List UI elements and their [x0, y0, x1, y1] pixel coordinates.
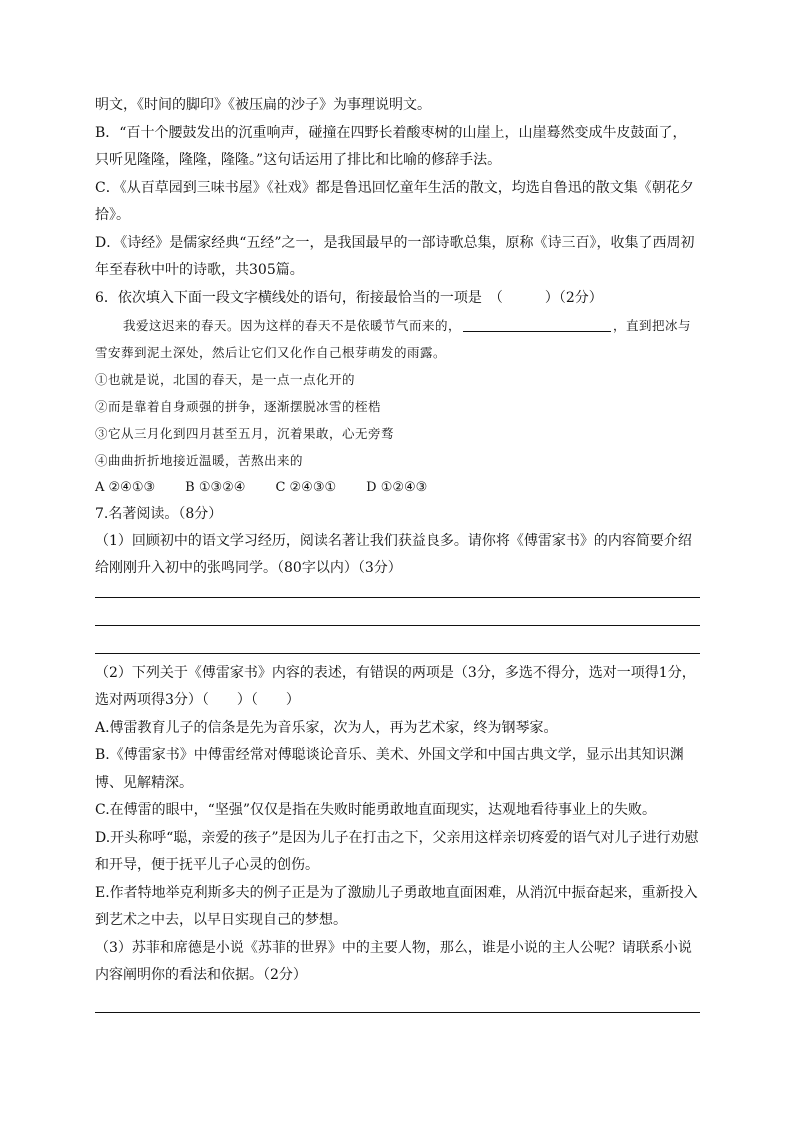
q6-answer-blank[interactable] — [463, 317, 611, 332]
q7-sub2-option-b: B.《傅雷家书》中傅雷经常对傅聪谈论音乐、美术、外国文学和中国古典文学，显示出其知识渊博、见解精深。 — [95, 747, 684, 791]
q6-item-3: ③它从三月化到四月甚至五月，沉着果敢，心无旁骛 — [95, 425, 395, 441]
q7-sub2-option-d: D.开头称呼“聪，亲爱的孩子”是因为儿子在打击之下，父亲用这样亲切疼爱的语气对儿子进行劝慰和开导，便于抚平儿子心灵的创伤。 — [95, 829, 699, 873]
q7-sub2: （2）下列关于《傅雷家书》内容的表述，有错误的两项是（3分，多选不得分，选对一项得1分，选对两项得3分）（ ）（ ） — [95, 664, 696, 708]
q6-title: 6．依次填入下面一段文字横线处的语句，衔接最恰当的一项是 （ ）（2分） — [95, 289, 603, 306]
answer-line[interactable] — [95, 625, 700, 626]
q5-option-d: D．《诗经》是儒家经典“五经”之一，是我国最早的一部诗歌总集，原称《诗三百》，收集了西周初年至春秋中叶的诗歌，共305篇。 — [95, 234, 695, 278]
q6-option-c[interactable]: C ②④③① — [275, 479, 337, 495]
q6-item-2: ②而是靠着自身顽强的拼争，逐渐摆脱冰雪的桎梏 — [95, 398, 382, 414]
q7-sub2-option-a: A.傅雷教育儿子的信条是先为音乐家，次为人，再为艺术家，终为钢琴家。 — [95, 719, 558, 736]
q7-sub2-option-e: E.作者特地举克利斯多夫的例子正是为了激励儿子勇敢地直面困难，从消沉中振奋起来，重新投入到艺术之中去，以早日实现自己的梦想。 — [95, 884, 698, 928]
q6-option-d[interactable]: D ①②④③ — [366, 479, 428, 495]
q5-option-c: C．《从百草园到三味书屋》《社戏》都是鲁迅回忆童年生活的散文，均选自鲁迅的散文集《朝花夕拾》。 — [95, 179, 694, 223]
answer-line[interactable] — [95, 597, 700, 598]
q7-title: 7.名著阅读。（8分） — [95, 505, 223, 522]
q6-passage-after: ，直到把冰与雪安葬到泥土深处，然后让它们又化作自己根芽萌发的雨露。 — [95, 317, 692, 360]
q7-sub3-answer-area — [95, 1012, 700, 1013]
exam-page — [95, 92, 700, 1013]
q6-options — [95, 474, 700, 501]
answer-line[interactable] — [95, 1012, 700, 1013]
q7-sub1: （1）回顾初中的语文学习经历，阅读名著让我们获益良多。请你将《傅雷家书》的内容简要介绍给刚刚升入初中的张鸣同学。（80字以内）（3分） — [95, 532, 692, 576]
q6-option-a[interactable]: A ②④①③ — [95, 479, 156, 495]
q6-item-1: ①也就是说，北国的春天，是一点一点化开的 — [95, 371, 356, 387]
q5-option-b: B．“百十个腰鼓发出的沉重响声，碰撞在四野长着酸枣树的山崖上，山崖蓦然变成牛皮鼓面了，只听见隆隆，隆隆，隆隆。”这句话运用了排比和比喻的修辞手法。 — [95, 124, 687, 168]
q7-sub1-answer-area — [95, 597, 700, 654]
q6-item-4: ④曲曲折折地接近温暖，苦熬出来的 — [95, 452, 304, 468]
q5-option-a-tail: 明文，《时间的脚印》《被压扁的沙子》为事理说明文。 — [95, 97, 431, 113]
q6-passage — [95, 312, 700, 366]
q6-passage-before: 我爱这迟来的春天。因为这样的春天不是依暖节气而来的， — [123, 317, 462, 333]
q7-sub3: （3）苏菲和席德是小说《苏菲的世界》中的主要人物，那么，谁是小说的主人公呢？请联系小说内容阐明你的看法和依据。（2分） — [95, 939, 692, 983]
q7-sub2-option-c: C.在傅雷的眼中，“坚强”仅仅是指在失败时能勇敢地直面现实，达观地看待事业上的失败。 — [95, 802, 656, 818]
answer-line[interactable] — [95, 653, 700, 654]
q6-option-b[interactable]: B ①③②④ — [185, 479, 246, 495]
